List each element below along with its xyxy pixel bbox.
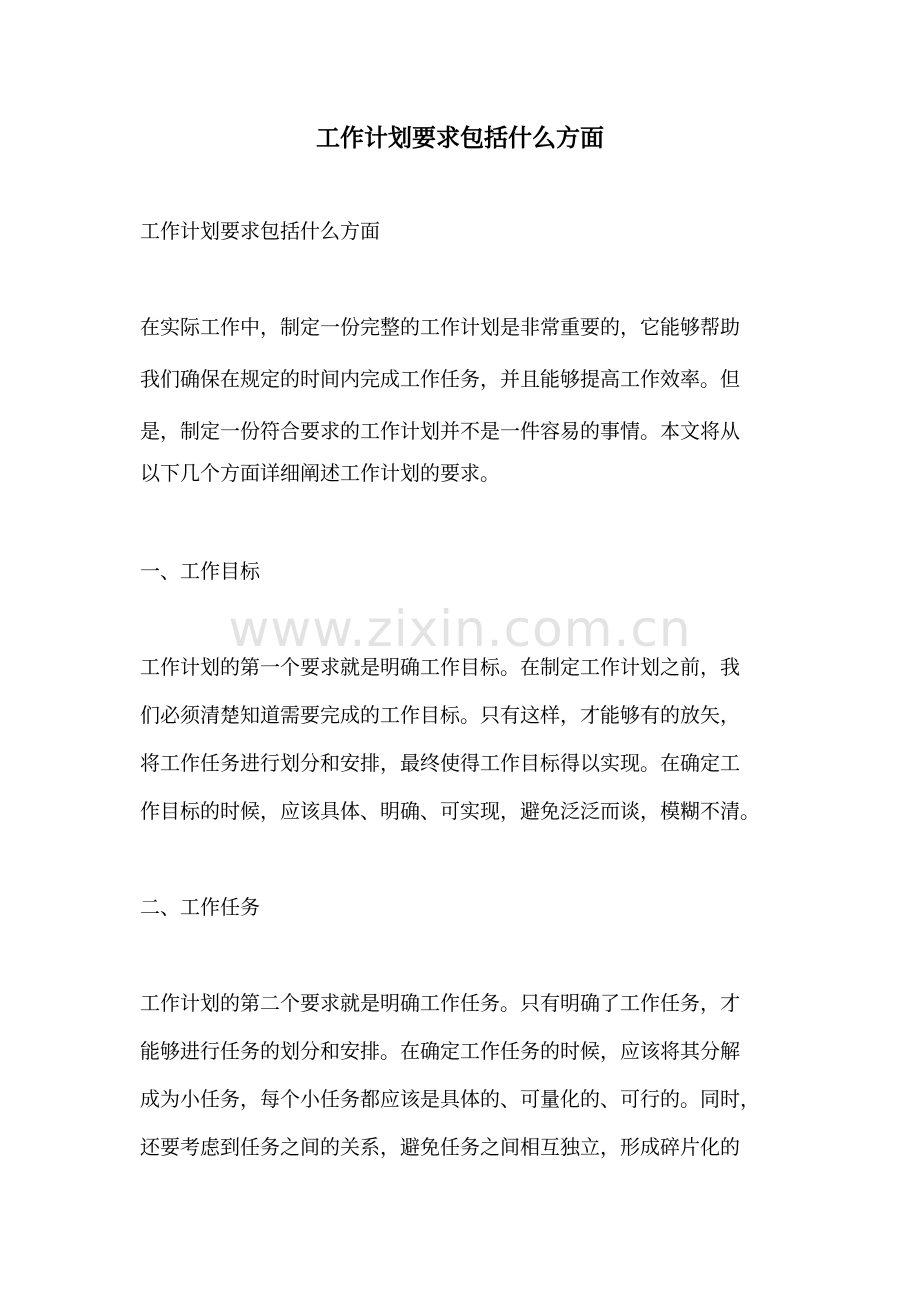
paragraph-line: 在实际工作中，制定一份完整的工作计划是非常重要的，它能够帮助 [140,315,740,339]
paragraph-line: 能够进行任务的划分和安排。在确定工作任务的时候，应该将其分解 [140,1039,740,1063]
paragraph-line: 将工作任务进行划分和安排，最终使得工作目标得以实现。在确定工 [140,751,740,775]
paragraph-line: 我们确保在规定的时间内完成工作任务，并且能够提高工作效率。但 [140,367,740,391]
document-subtitle: 工作计划要求包括什么方面 [140,219,380,243]
paragraph-line: 作目标的时候，应该具体、明确、可实现，避免泛泛而谈，模糊不清。 [140,799,760,823]
paragraph-line: 以下几个方面详细阐述工作计划的要求。 [140,461,500,485]
paragraph-line: 是，制定一份符合要求的工作计划并不是一件容易的事情。本文将从 [140,419,740,443]
paragraph-line: 还要考虑到任务之间的关系，避免任务之间相互独立，形成碎片化的 [140,1135,740,1159]
paragraph-line: 工作计划的第二个要求就是明确工作任务。只有明确了工作任务，才 [140,991,740,1015]
watermark: www.zixin.com.cn [228,600,692,658]
paragraph-line: 成为小任务，每个小任务都应该是具体的、可量化的、可行的。同时， [140,1087,760,1111]
paragraph-line: 们必须清楚知道需要完成的工作目标。只有这样，才能够有的放矢， [140,703,740,727]
paragraph-line: 工作计划的第一个要求就是明确工作目标。在制定工作计划之前，我 [140,655,740,679]
document-title: 工作计划要求包括什么方面 [316,123,604,152]
section-heading: 一、工作目标 [140,559,260,583]
section-heading: 二、工作任务 [140,895,260,919]
